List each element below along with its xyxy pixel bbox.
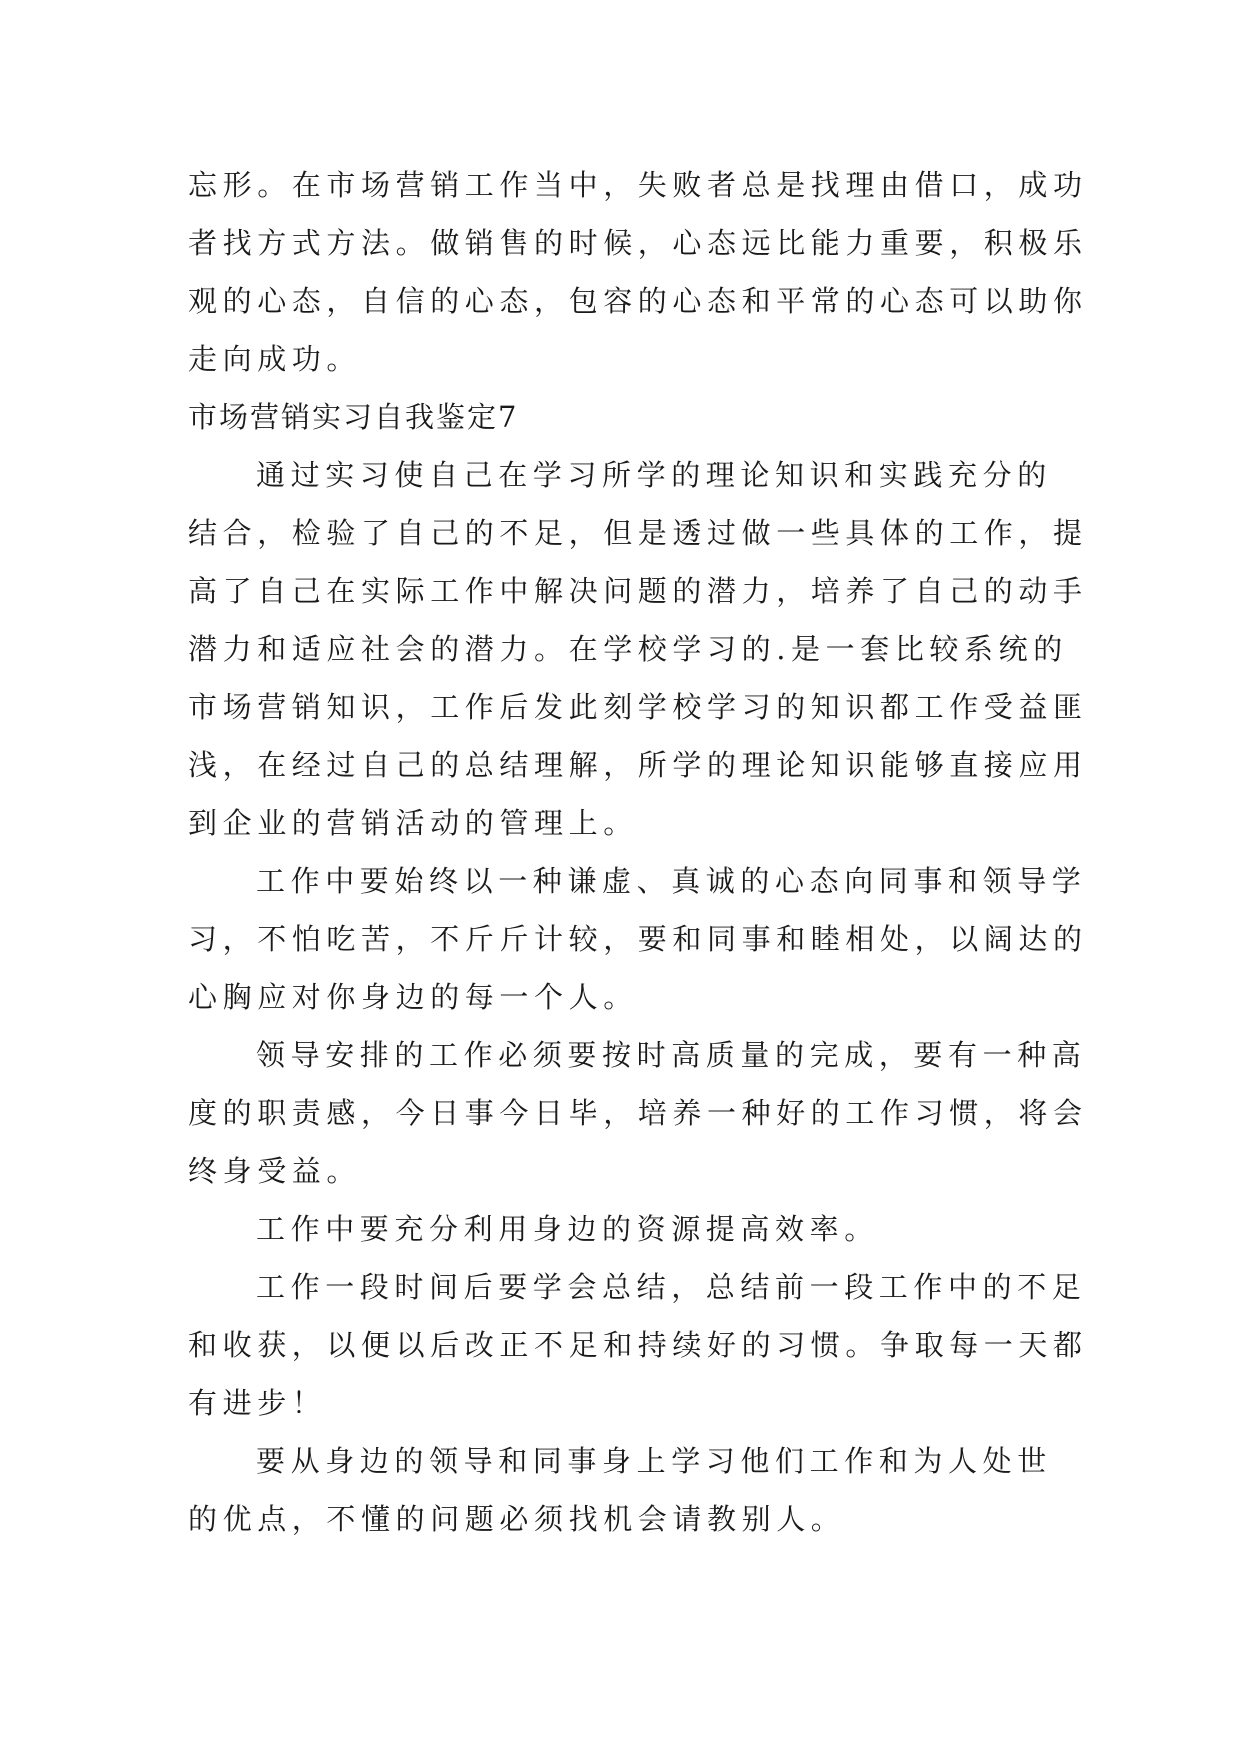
text-line: 心胸应对你身边的每一个人。	[188, 980, 638, 1014]
paragraph-first-line: 要从身边的领导和同事身上学习他们工作和为人处世	[256, 1444, 1052, 1478]
text-line: 市场营销知识，工作后发此刻学校学习的知识都工作受益匪	[188, 690, 1088, 724]
text-line: 高了自己在实际工作中解决问题的潜力，培养了自己的动手	[188, 574, 1088, 608]
section-heading: 市场营销实习自我鉴定7	[188, 400, 519, 434]
document-body	[188, 156, 1088, 1548]
text-line: 到企业的营销活动的管理上。	[188, 806, 638, 840]
paragraph-first-line: 工作中要充分利用身边的资源提高效率。	[256, 1212, 879, 1246]
text-line: 的优点，不懂的问题必须找机会请教别人。	[188, 1502, 846, 1536]
text-line: 忘形。在市场营销工作当中，失败者总是找理由借口，成功	[188, 168, 1088, 202]
paragraph-first-line: 领导安排的工作必须要按时高质量的完成，要有一种高	[256, 1038, 1087, 1072]
text-line: 浅，在经过自己的总结理解，所学的理论知识能够直接应用	[188, 748, 1088, 782]
text-line: 观的心态，自信的心态，包容的心态和平常的心态可以助你	[188, 284, 1088, 318]
text-line: 和收获，以便以后改正不足和持续好的习惯。争取每一天都	[188, 1328, 1088, 1362]
text-line: 者找方式方法。做销售的时候，心态远比能力重要，积极乐	[188, 226, 1088, 260]
paragraph-first-line: 工作一段时间后要学会总结，总结前一段工作中的不足	[256, 1270, 1087, 1304]
paragraph-first-line: 工作中要始终以一种谦虚、真诚的心态向同事和领导学	[256, 864, 1087, 898]
text-line: 习，不怕吃苦，不斤斤计较，要和同事和睦相处，以阔达的	[188, 922, 1088, 956]
text-line: 有进步！	[188, 1386, 327, 1420]
text-line: 走向成功。	[188, 342, 362, 376]
text-line: 潜力和适应社会的潜力。在学校学习的.是一套比较系统的	[188, 632, 1068, 666]
paragraph-first-line: 通过实习使自己在学习所学的理论知识和实践充分的	[256, 458, 1052, 492]
text-line: 度的职责感，今日事今日毕，培养一种好的工作习惯，将会	[188, 1096, 1088, 1130]
text-line: 终身受益。	[188, 1154, 362, 1188]
text-line: 结合，检验了自己的不足，但是透过做一些具体的工作，提	[188, 516, 1088, 550]
